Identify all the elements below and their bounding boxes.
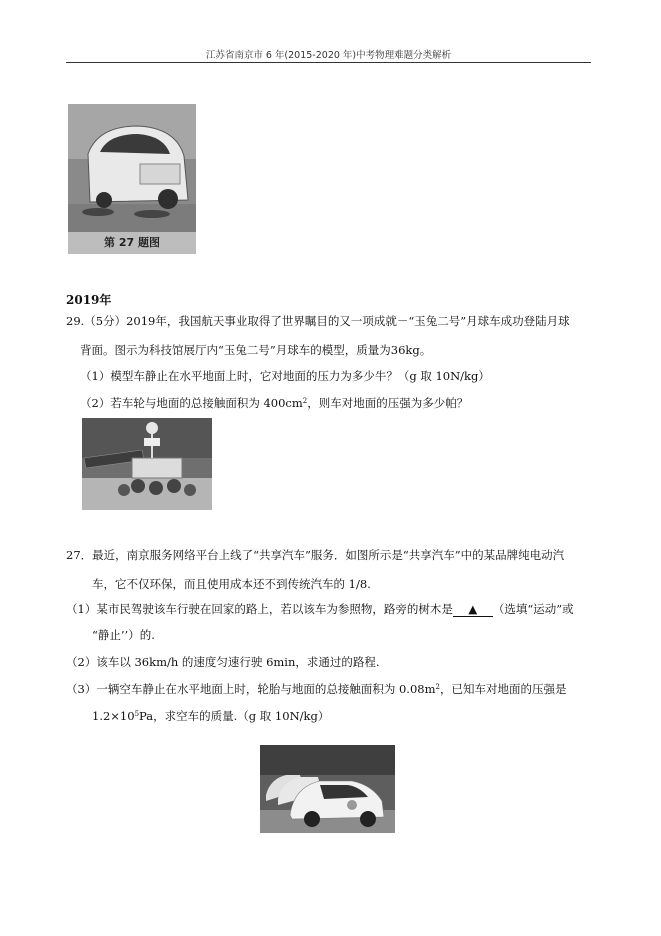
q29-line-2: 背面。图示为科技馆展厅内“玉兔二号”月球车的模型，质量为36kg。 xyxy=(80,343,432,357)
q27-sub-2: （2）该车以 36km/h 的速度匀速行驶 6min，求通过的路程. xyxy=(66,655,380,669)
page-header: 江苏省南京市 6 年(2015-2020 年)中考物理难题分类解析 xyxy=(205,50,452,61)
q27-sub-3-text: （3）一辆空车静止在水平地面上时，轮胎与地面的总接触面积为 0.08m xyxy=(66,682,436,696)
sweeper-vehicle-photo xyxy=(68,104,196,254)
q27-sub-1-cont: “静止’’）的. xyxy=(92,628,155,642)
shared-car-illustration xyxy=(260,745,395,833)
q27-sub-1-text: （1）某市民驾驶该车行驶在回家的路上，若以该车为参照物，路旁的树木是 xyxy=(66,602,453,616)
q29-sub-2-text: （2）若车轮与地面的总接触面积为 400cm xyxy=(80,396,303,410)
q27-sub-3-cont-tail: Pa，求空车的质量.（g 取 10N/kg） xyxy=(139,709,330,723)
shared-car-photo xyxy=(260,745,395,833)
answer-blank: ▲ xyxy=(453,602,493,617)
q27-sub-3-cont-sup: 5 xyxy=(134,710,140,718)
q27-sub-1 xyxy=(66,602,574,617)
q27-sub-3-cont xyxy=(92,709,329,723)
header-divider xyxy=(66,62,591,63)
q27-sub-3 xyxy=(66,682,566,696)
q27-sub-1-tail: （选填“运动”或 xyxy=(492,602,574,616)
q29-sub-2-sup: 2 xyxy=(302,397,308,405)
q27-sub-3-tail: ，已知车对地面的压强是 xyxy=(439,682,567,696)
q29-sub-2-tail: ，则车对地面的压强为多少帕？ xyxy=(307,396,469,410)
q27-sub-3-cont-text: 1.2×10 xyxy=(92,709,135,723)
lunar-rover-illustration xyxy=(82,418,212,510)
q27-sub-3-sup: 2 xyxy=(435,683,440,691)
q29-line-1: 29.（5分）2019年，我国航天事业取得了世界瞩目的又一项成就－“玉兔二号”月球车成功登陆月球 xyxy=(66,314,570,328)
q27-line-2: 车，它不仅环保，而且使用成本还不到传统汽车的 1/8. xyxy=(92,577,371,591)
lunar-rover-photo xyxy=(82,418,212,510)
q29-sub-2 xyxy=(80,396,468,410)
q27-line-1: 27．最近，南京服务网络平台上线了“共享汽车”服务．如图所示是“共享汽车”中的某品牌纯电动汽 xyxy=(66,548,565,562)
section-year-heading: 2019年 xyxy=(66,293,112,307)
figure-27-caption: 第 27 题图 xyxy=(104,236,160,249)
q29-sub-1: （1）模型车静止在水平地面上时，它对地面的压力为多少牛？（g 取 10N/kg） xyxy=(80,369,490,383)
